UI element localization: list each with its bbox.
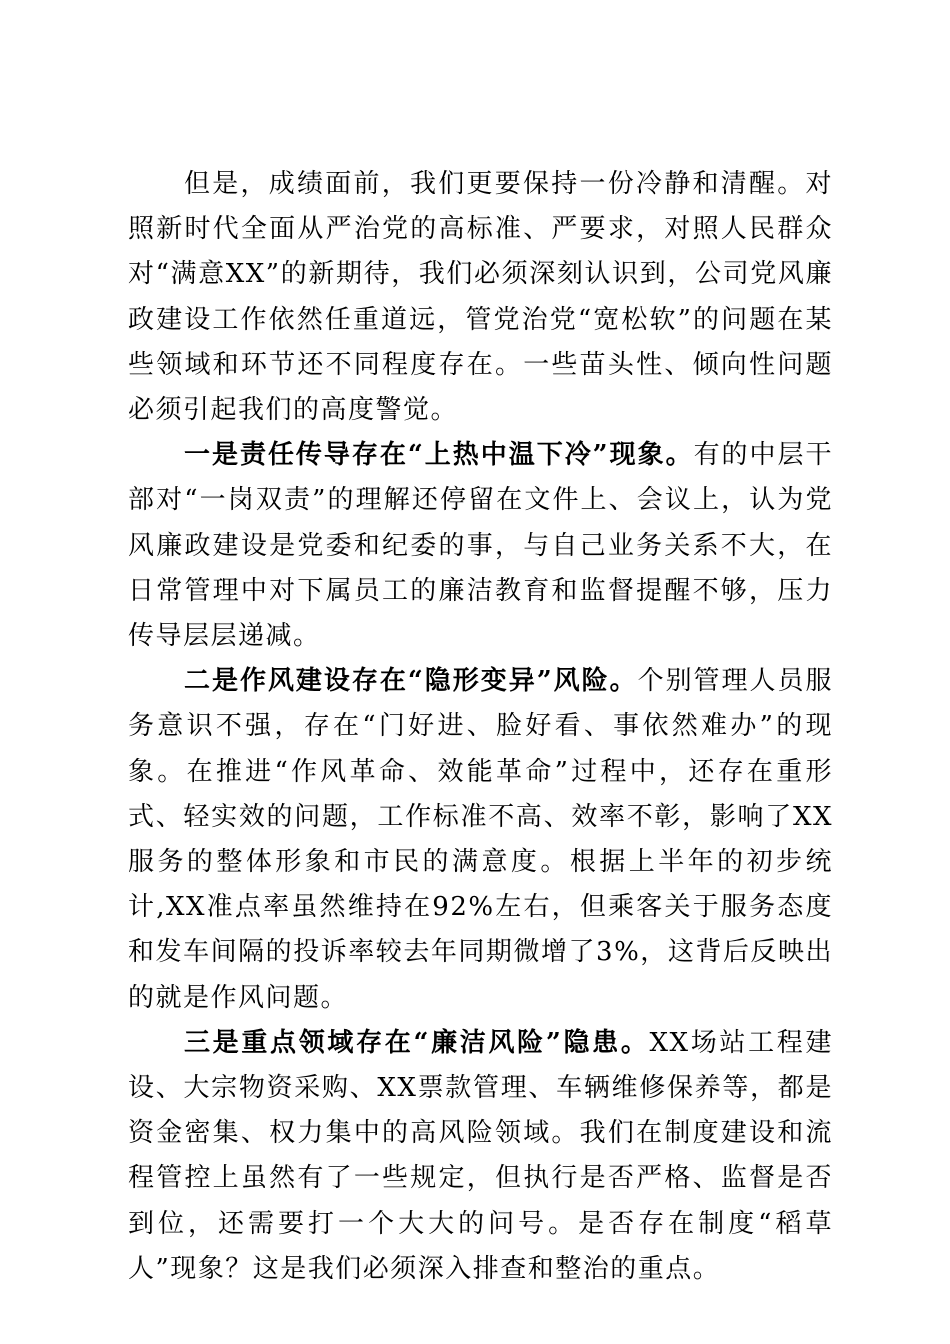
paragraph-text: 个别管理人员服务意识不强，存在“门好进、脸好看、事依然难办”的现象。在推进“作风革命、效能革命”过程中，还存在重形式、轻实效的问题，工作标准不高、效率不彰，影响了XX服务的整体形象和市民的满意度。根据上半年的初步统计,XX准点率虽然维持在92%左右，但乘客关于服务态度和发车间隔的投诉率较去年同期微增了3%，这背后反映出的就是作风问题。 bbox=[128, 666, 833, 1013]
document-body bbox=[128, 162, 833, 1292]
paragraph-issue-2 bbox=[128, 659, 833, 1021]
paragraph-intro bbox=[128, 162, 833, 433]
paragraph-issue-1 bbox=[128, 433, 833, 659]
paragraph-lead-heading: 二是作风建设存在“隐形变异”风险。 bbox=[184, 666, 638, 697]
paragraph-issue-3 bbox=[128, 1021, 833, 1292]
paragraph-lead-heading: 三是重点领域存在“廉洁风险”隐患。 bbox=[184, 1027, 650, 1058]
paragraph-text: 但是，成绩面前，我们更要保持一份冷静和清醒。对照新时代全面从严治党的高标准、严要求，对照人民群众对“满意XX”的新期待，我们必须深刻认识到，公司党风廉政建设工作依然任重道远，管党治党“宽松软”的问题在某些领域和环节还不同程度存在。一些苗头性、倾向性问题必须引起我们的高度警觉。 bbox=[128, 169, 833, 426]
paragraph-lead-heading: 一是责任传导存在“上热中温下冷”现象。 bbox=[184, 440, 694, 471]
paragraph-text: 有的中层干部对“一岗双责”的理解还停留在文件上、会议上，认为党风廉政建设是党委和纪委的事，与自己业务关系不大，在日常管理中对下属员工的廉洁教育和监督提醒不够，压力传导层层递减。 bbox=[128, 440, 833, 652]
paragraph-text: XX场站工程建设、大宗物资采购、XX票款管理、车辆维修保养等，都是资金密集、权力集中的高风险领域。我们在制度建设和流程管控上虽然有了一些规定，但执行是否严格、监督是否到位，还需要打一个大大的问号。是否存在制度“稻草人”现象？这是我们必须深入排查和整治的重点。 bbox=[128, 1027, 833, 1284]
